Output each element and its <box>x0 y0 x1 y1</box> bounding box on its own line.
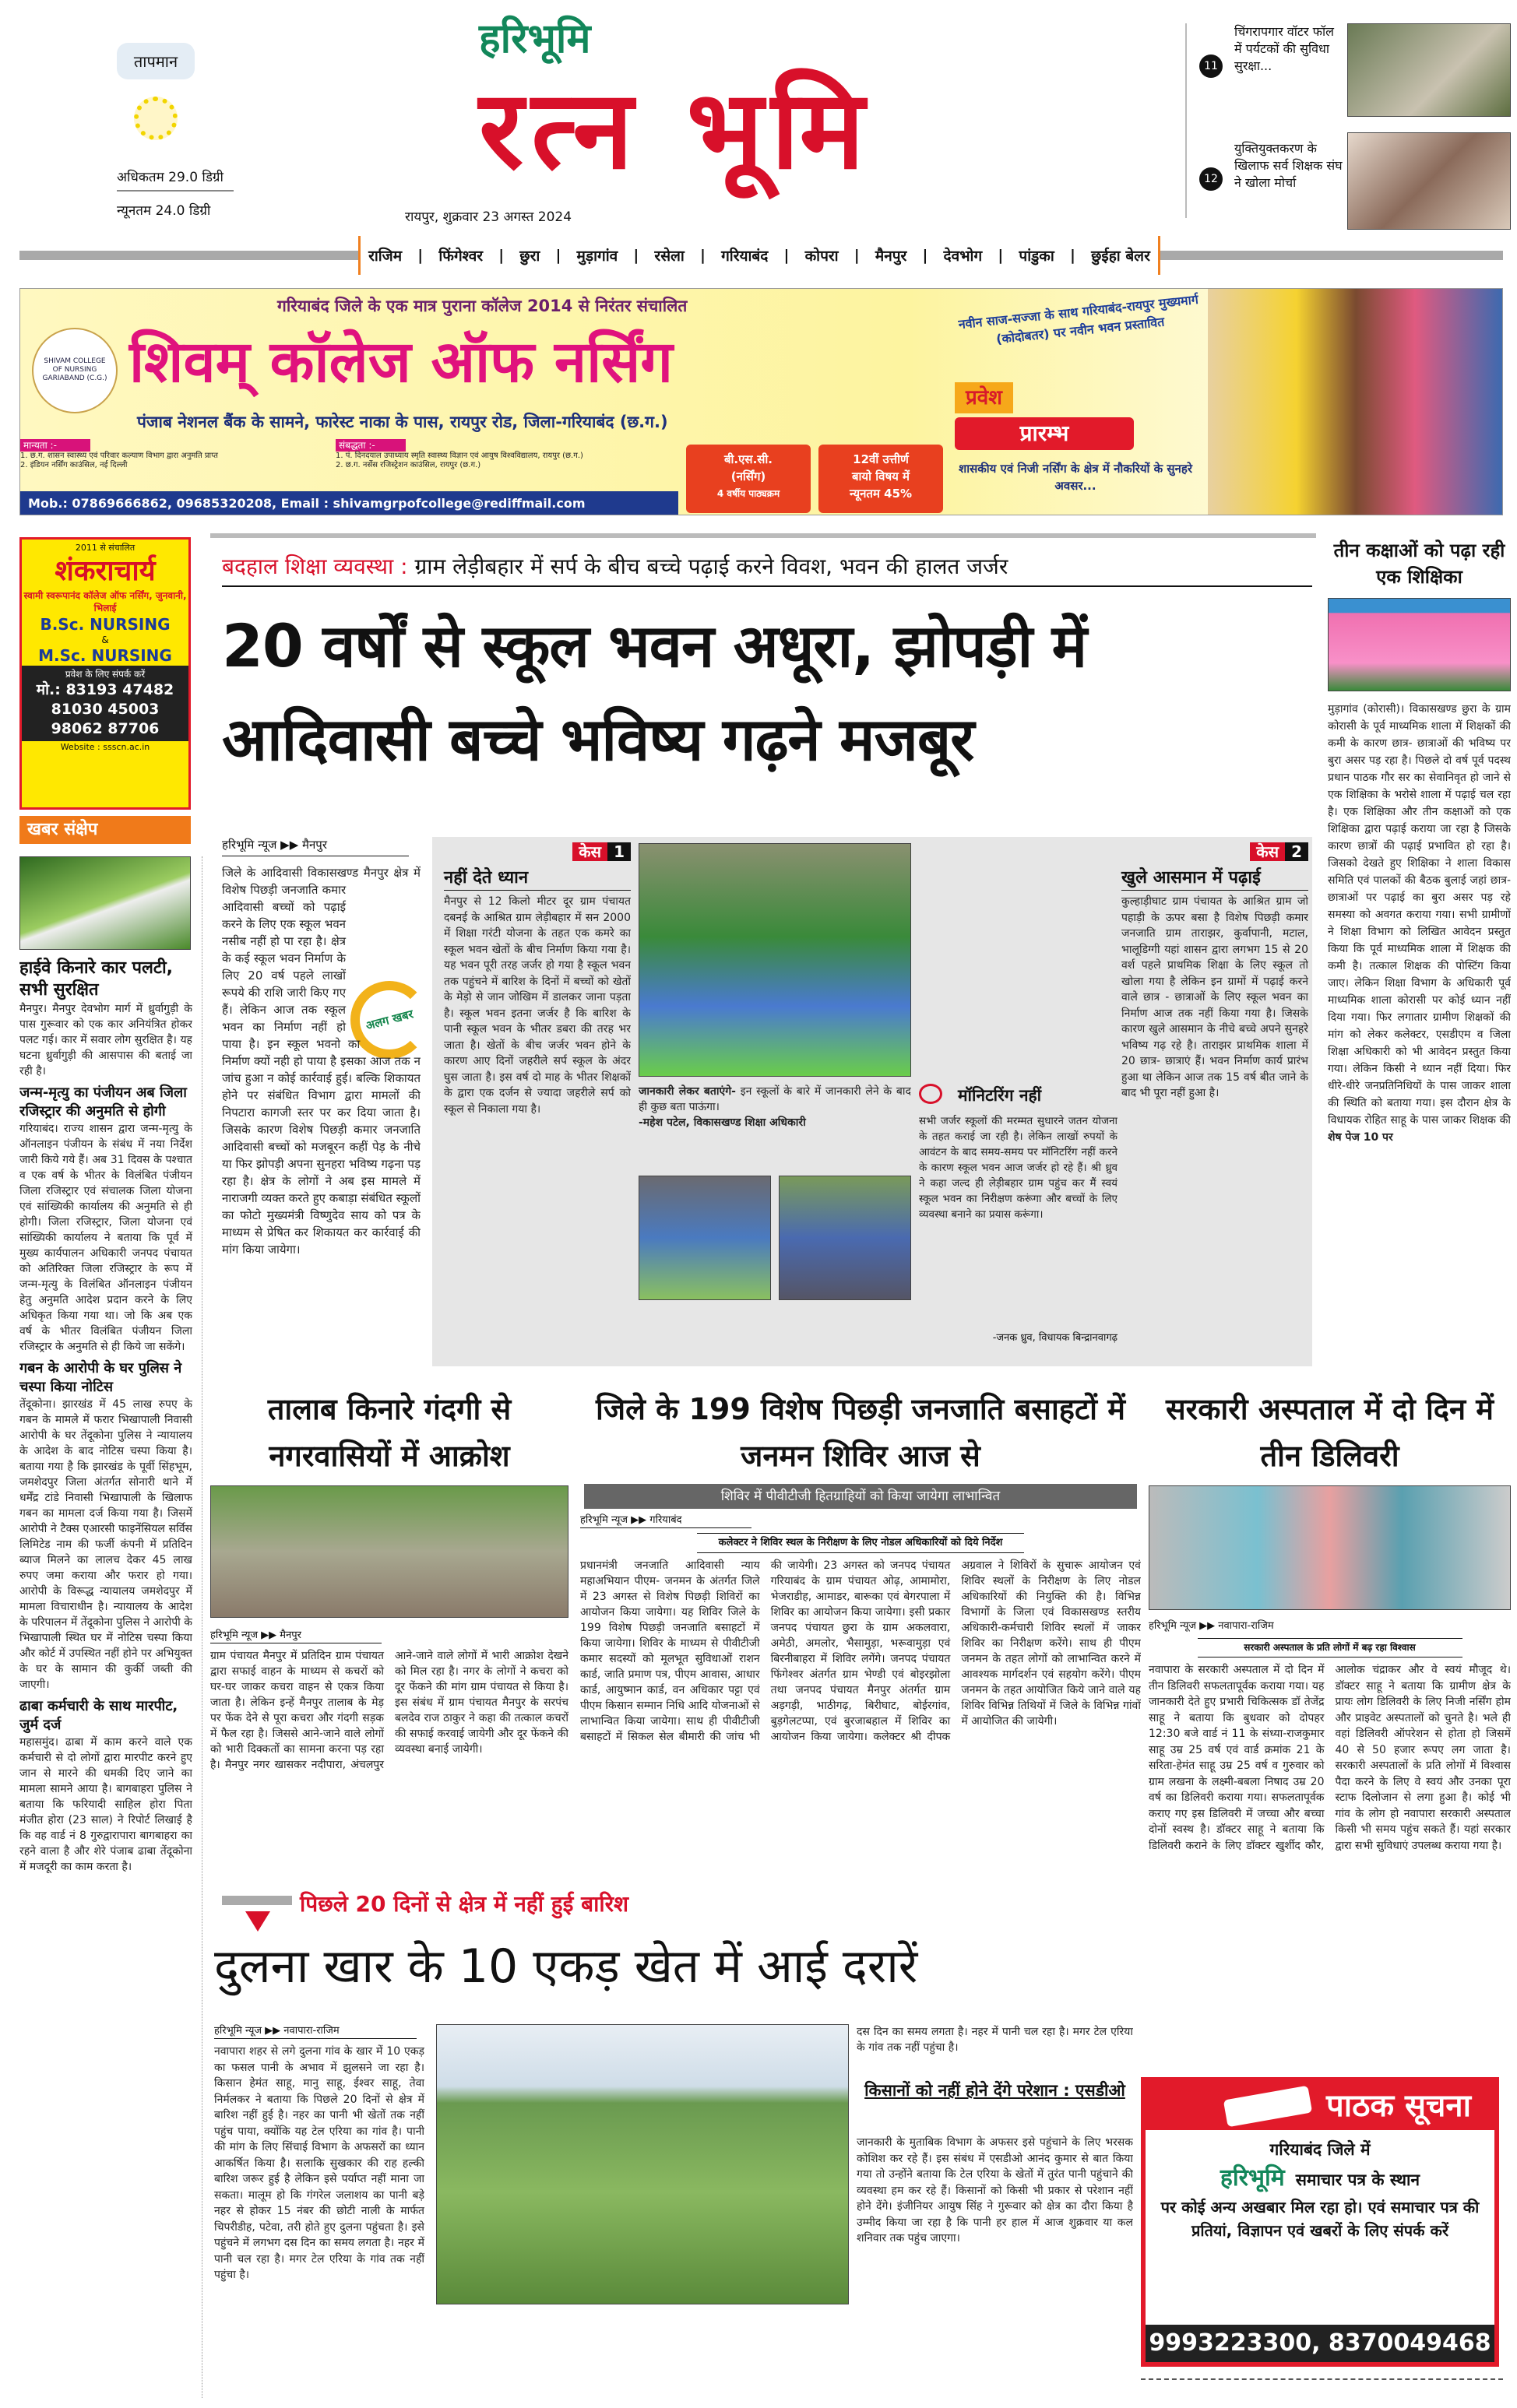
course-text: (नर्सिंग) <box>730 469 766 483</box>
case-1 <box>444 841 631 1362</box>
kicker-text: ग्राम लेड़ीबहार में सर्प के बीच बच्चे पढ़ाई करने विवश, भवन की हालत जर्जर <box>414 554 1008 579</box>
bottom-story <box>210 1884 1133 2398</box>
story-title: तालाब किनारे गंदगी से नगरवासियों में आक्रोश <box>267 1392 512 1473</box>
story-hospital <box>1149 1386 1511 2071</box>
monitoring-title: मॉनिटरिंग नहीं <box>958 1086 1042 1105</box>
continued-link[interactable]: शेष पेज 10 पर <box>1328 1131 1393 1144</box>
teaser-1[interactable] <box>1199 23 1511 125</box>
brief-title: गबन के आरोपी के घर पुलिस ने चस्पा किया नोटिस <box>19 1360 182 1395</box>
story-title: दुलना खार के 10 एकड़ खेत में आई दरारें <box>214 1939 918 1994</box>
lead-headline: 20 वर्षों से स्कूल भवन अधूरा, झोपड़ी में आदिवासी बच्चे भविष्य गढ़ने मजबूर <box>222 611 1087 774</box>
location-link[interactable]: छुईहा बेलर <box>1091 248 1150 265</box>
case-2 <box>1121 841 1308 1362</box>
course-box-2 <box>818 445 943 513</box>
case-text: कुल्हाड़ीघाट ग्राम पंचायत के आश्रित ग्राम जो पहाड़ी के ऊपर बसा है विशेष पिछड़ी कमार जनजाति ग्राम ताराझर, कुर्वापानी, मटाल, भालूडिग्गी यहां शासन द्वारा लगभग 15 से 20 वर्श पहले प्राथमिक शिक्षा के लिए स्कूल तो खोला गया है लेकिन इन ग्रामों में पढ़ाई करने वाले छात्र - छात्राओं के लिए स्कूल भवन का निर्माण आज तक नहीं किया गया है। जिसके कारण खुले आसमान के नीचे बच्चे अपने सुनहरे भविष्य गढ़ रहे है। ताराझर प्राथमिक शाला में 20 छात्र- छात्राएं हैं। भवन निर्माण कार्य प्रारंभ हुआ था लेकिन आज तक 15 वर्ष बीत जाने के बाद भी पूरा नहीं हुआ है। <box>1121 895 1308 1099</box>
cracked-field-photo <box>436 2024 849 2304</box>
location-link[interactable]: रसेला <box>654 248 685 265</box>
story-text: प्रधानमंत्री जनजाति आदिवासी न्याय महाअभियान पीएम- जनमन के अंतर्गत जिले में 23 अगस्त से विशेष पिछड़ी शिविरों का आयोजन किया जायेगा। यह शिविर जिले के 199 विशेष पिछड़ी जनजाति बसाहटों में किया जायेगा। शिविर के माध्यम से पीवीटीजी कमार सदस्यों को मूलभूत सुविधाओं राशन कार्ड, जाति प्रमाण पत्र, पीएम आवास, आधार कार्ड, आयुष्मान कार्ड, वन अधिकार पट्टा एवं पीएम किसान सम्मान निधि आदि योजनाओं से लाभान्वित किया जायेगा। साथ ही पीवीटीजी बसाहटों में सिकल सेल बीमारी की जांच भी की जायेगी। 23 अगस्त को जनपद पंचायत गरियाबंद के ग्राम पंचायत ओढ़, आमामोरा, भेजराडीह, आमाडर, बारूका एवं बेगरपाला में शिविर का आयोजन किया जायेगा। इसी प्रकार जनपद पंचायत छुरा के ग्राम अकलवारा, अमेठी, अमलोर, भैसामुड़ा, भरूवामुड़ा एवं बिरनीबाहरा में शिविर लगेंगे। जनपद पंचायत फिंगेश्वर अंतर्गत ग्राम भेण्डी एवं बोइरझोला तथा जनपद पंचायत मैनपुर अंतर्गत ग्राम अड़गड़ी, भाठीगढ़, बिरीघाट, बोईरगांव, बुड़गेलटप्पा, एवं बुरजाबहाल में शिविर का आयोजन किया जायेगा। कलेक्टर श्री दीपक अग्रवाल ने शिविरों के सुचारू आयोजन एवं शिविर स्थलों के निरीक्षण के लिए नोडल अधिकारियों की नियुक्ति की है। विभिन्न विभागों के जिला एवं विकासखण्ड स्तरीय अधिकारी-कर्मचारी शिविर स्थलों में जाकर शिविर का निरीक्षण करेंगे। साथ ही पीएम जनमन के तहत लोगों को लाभान्वित करने में आवश्यक मार्गदर्शन एवं सहयोग करेंगे। पीएम जनमन के तहत आयोजित किये जाने वाले यह शिविर विभिन्न तिथियों में जिले के विभिन्न गांवों में आयोजित की जायेगी। <box>580 1559 1141 1743</box>
contact-label: प्रवेश के लिए संपर्क करें <box>65 669 146 680</box>
highlight-box: सरकारी अस्पताल के प्रति लोगों में बढ़ रहा विश्वास <box>1198 1638 1462 1657</box>
location-link[interactable]: गरियाबंद <box>721 248 769 265</box>
new-building-note: नवीन साज-सज्जा के साथ गरियाबंद-रायपुर मुख्यमार्ग (कोदोबतर) पर नवीन भवन प्रस्तावित <box>957 291 1199 347</box>
children-photo-1 <box>639 1176 771 1300</box>
min-temp: न्यूनतम 24.0 डिग्री <box>117 203 211 219</box>
page-badge: 12 <box>1199 167 1223 191</box>
case-number: 2 <box>1285 842 1308 861</box>
lead-text-wrap <box>222 864 421 1362</box>
notice-line: समाचार पत्र के स्थान <box>1295 2171 1420 2189</box>
story-subtext: जानकारी के मुताबिक विभाग के अफसर इसे पहुंचाने के लिए भरसक कोशिश कर रहे हैं। इस संबंध में एसडीओ आनंद कुमार से बात किया गया तो उन्होंने बताया कि टेल एरिया के खेतों में तुरंत पानी पहुंचाने की व्यवस्था हम कर रहे हैं। किसानों को किसी भी प्रकार से परेशान नहीं होने देंगे। इंजीनियर आयुष सिंह ने गुरूवार को क्षेत्र का दौरा किया है उम्मीद किया जा रहा है कि पानी हर हाल में आज शुक्रवार या कल शनिवार तक पहुंच जाएगा। <box>857 2136 1133 2245</box>
alag-khabar-stamp <box>350 981 421 1059</box>
monitoring-box <box>919 1084 1118 1362</box>
newspaper-icon <box>1223 2085 1312 2127</box>
manyata-item: 1. छ.ग. शासन स्वास्थ्य एवं परिवार कल्याण विभाग द्वारा अनुमति प्राप्त <box>20 452 218 460</box>
location-nav: राजिम | फिंगेश्वर | छुरा | मुड़ागांव | रसेला | गरियाबंद | कोपरा | मैनपुर | देवभोग | पांडुका | छुईहा बेलर <box>358 236 1160 275</box>
monitoring-author: -जनक ध्रुव, विधायक बिन्द्रानवागढ़ <box>992 1332 1118 1344</box>
right-story-title: तीन कक्षाओं को पढ़ा रही एक शिक्षिका <box>1333 540 1505 588</box>
notice-title: पाठक सूचना <box>1326 2088 1471 2124</box>
byline: हरिभूमि न्यूज ▶▶ गरियाबंद <box>580 1513 751 1528</box>
story-kicker: पिछले 20 दिनों से क्षेत्र में नहीं हुई बारिश <box>300 1891 629 1917</box>
byline: हरिभूमि न्यूज ▶▶ नवापारा-राजिम <box>214 2024 417 2039</box>
amp: & <box>101 635 109 645</box>
chevron-icon <box>222 1896 292 1905</box>
since: 2011 से संचालित <box>75 543 136 553</box>
right-story <box>1328 537 1511 1374</box>
story-strap: शिविर में पीवीटीजी हितग्राहियों को किया जायेगा लाभान्वित <box>584 1484 1137 1509</box>
weather-label: तापमान <box>117 43 195 79</box>
course-text: बी.एस.सी. <box>723 452 773 466</box>
story-text-cont: दस दिन का समय लगता है। नहर में पानी चल रहा है। मगर टेल एरिया के गांव तक नहीं पहुंचा है। <box>857 2026 1133 2054</box>
story-pond <box>210 1386 568 1876</box>
location-link[interactable]: राजिम <box>368 248 403 265</box>
monitoring-text: सभी जर्जर स्कूलों की मरम्मत सुधारने जतन योजना के तहत कराई जा रही है। लेकिन लाखों रुपयों के आवंटन के बाद समय-समय पर मॉनिटरिंग नहीं करने के कारण स्कूल भवन आज जर्जर हो रहे हैं। श्री ध्रुव ने कहा जल्द ही लेड़ीबहार ग्राम पहुंच कर मैं स्वयं स्कूल भवन का निरीक्षण करूंगा और बच्चों के लिए व्यवस्था बनाने का प्रयास करूंगा। <box>919 1115 1118 1221</box>
ad-address: पंजाब नेशनल बैंक के सामने, फारेस्ट नाका के पास, रायपुर रोड, जिला-गरियाबंद (छ.ग.) <box>137 413 668 431</box>
brief-text: महासमुंद। ढाबा में काम करने वाले एक कर्मचारी से दो लोगों द्वारा मारपीट करने हुए जान से मारने की धमकी दिए जाने का मामला सामने आया है। बागबाहरा पुलिस ने बताया कि फरियादी साहिल होरा पिता मंजीत होरा (23 साल) ने रिपोर्ट लिखाई है कि वह वार्ड नं 8 गुरुद्वारापारा बागबाहरा का रहने वाला है और शेरे पंजाब ढाबा तेंदूकोना में मजदूरी का काम करता है। <box>19 1736 192 1873</box>
story-janman <box>580 1386 1141 1876</box>
stamp-text: अलग खबर <box>364 1007 415 1033</box>
course-text: न्यूनतम 45% <box>849 487 913 501</box>
dateline: रायपुर, शुक्रवार 23 अगस्त 2024 <box>405 209 572 225</box>
location-link[interactable]: छुरा <box>519 248 540 265</box>
course-box-1 <box>686 445 811 513</box>
location-link[interactable]: फिंगेश्वर <box>438 248 484 265</box>
location-link[interactable]: पांडुका <box>1019 248 1054 265</box>
brief-column <box>19 856 202 2398</box>
kicker-label: बदहाल शिक्षा व्यवस्था : <box>222 554 408 579</box>
jobs-note: शासकीय एवं निजी नर्सिंग के क्षेत्र में नौकरियों के सुनहरे अवसर... <box>959 462 1192 493</box>
byline: हरिभूमि न्यूज ▶▶ नवापारा-राजिम <box>1149 1620 1274 1632</box>
admission-badge: प्रवेश <box>955 382 1013 413</box>
car-photo <box>19 856 191 950</box>
quote-label: जानकारी लेकर बताएंगे- <box>639 1085 736 1098</box>
chevron-icon <box>245 1911 270 1932</box>
notice-phones: 9993223300, 8370049468 <box>1146 2325 1494 2362</box>
location-link[interactable]: कोपरा <box>804 248 839 265</box>
story-text: नवापारा के सरकारी अस्पताल में दो दिन में तीन डिलिवरी सफलतापूर्वक कराया गया। यह जानकारी देते हुए प्रभारी चिकित्सक डॉ तेजेंद्र साहू ने बताया कि बुधवार को दोपहर 12:30 बजे वार्ड नं 11 के संध्या-राजकुमार साहू उम्र 25 वर्ष एवं वार्ड क्रमांक 21 के सरिता-हेमंत साहू उम्र 25 वर्ष व गुरुवार को ग्राम लखना के लक्ष्मी-बबला निषाद उम्र 20 वर्ष का डिलिवरी कराया गया। सफलतापूर्वक कराए गए इस डिलिवरी में जच्चा और बच्चा दोनों स्वस्थ है। डॉक्टर साहू ने बताया कि डिलिवरी कराने के लिए डॉक्टर खुर्शीद कौर, आलोक चंद्राकर और वे स्वयं मौजूद थे। डॉक्टर साहू ने बताया कि ग्रामीण क्षेत्र के प्रायः लोग डिलिवरी के लिए निजी नर्सिंग होम और प्राइवेट अस्पतालों को चुनते है। भले ही वहां डिलिवरी ऑपरेशन से होता हो जिसमें 40 से 50 हजार रूपए लग जाता है। सरकारी अस्पतालों के प्रति लोगों में विश्वास पैदा करने के लिए वे स्वयं और उनका पूरा स्टाफ दिलोजान से लगा हुआ है। कोई भी गांव के लोग हो नवापारा सरकारी अस्पताल किसी भी समय पहुंच सकते हैं। यहां सरकार द्वारा सभी सुविधाएं उपलब्ध कराया गया है। <box>1149 1664 1511 1852</box>
students-photo <box>1208 289 1503 515</box>
teaser-photo <box>1347 132 1511 230</box>
teaser-text: युक्तियुक्तकरण के खिलाफ सर्व शिक्षक संघ ने खोला मोर्चा <box>1234 141 1343 190</box>
college-logo <box>32 328 118 413</box>
children-photo-2 <box>779 1176 911 1300</box>
brief-label: खबर संक्षेप <box>19 816 191 844</box>
lead-kicker <box>222 551 1312 587</box>
teaser-photo <box>1347 23 1511 117</box>
phone: 98062 87706 <box>51 720 160 737</box>
quote-text: इन स्कूलों के बारे में जानकारी लेने के बाद ही कुछ बता पाऊंगा। <box>639 1085 911 1113</box>
course: B.Sc. NURSING <box>40 615 171 634</box>
story-subhead: किसानों को नहीं होने देंगे परेशान : एसडीओ <box>864 2081 1125 2100</box>
manyata-item: 2. इंडियन नर्सिंग काउंसिल, नई दिल्ली <box>20 461 128 469</box>
notice-line: गरियाबंद जिले में <box>1269 2140 1371 2159</box>
teaser-2[interactable] <box>1199 132 1511 234</box>
max-temp: अधिकतम 29.0 डिग्री <box>117 167 234 192</box>
story-text: ग्राम पंचायत मैनपुर में प्रतिदिन ग्राम पंचायत द्वारा सफाई वाहन के माध्यम से कचरों को घर-घर जाकर कचरा वाहन से एकत्र किया जाता है। लेकिन इन्हें मैनपुर तालाब के मेड़ पर फेंक देने से पूरा कचरा और गंदगी सड़क में फैल रहा है। जिससे आने-जाने वाले लोगों को भारी दिक्कतों का सामना करना पड़ रहा है। मैनपुर नगर खासकर नदीपारा, अंचलपुर आने-जाने वाले लोगों में भारी आक्रोश देखने को मिल रहा है। नगर के लोगों ने कचरा को दूर फेंकने की मांग ग्राम पंचायत से किया है। इस संबंध में ग्राम पंचायत मैनपुर के सरपंच बलदेव राज ठाकुर ने कहा की तत्काल कचरों की सफाई करवाई जायेगी और दूर फेंकने की व्यवस्था बनाई जायेगी। <box>210 1650 568 1771</box>
weather-box <box>117 43 195 157</box>
location-link[interactable]: देवभोग <box>943 248 983 265</box>
website: Website : ssscn.ac.in <box>60 742 150 752</box>
hospital-photo <box>1149 1485 1511 1610</box>
story-text: नवापारा शहर से लगे दुलना गांव के खार में 10 एकड़ का फसल पानी के अभाव में झुलसने जा रहा है। किसान हेमंत साहू, मानु साहू, ईश्वर साहू, तेवा निर्मलकर ने बताया कि पिछले 20 दिनों से क्षेत्र में बारिश नहीं हुई है। नहर का पानी भी खेतों तक नहीं पहुंच पाया, क्योंकि यह टेल एरिया का गांव है। पानी की मांग के लिए सिंचाई विभाग के अफसरों का ध्यान आकर्षित किया है। सलाकि सुखकार की राह हल्की बारिश जरूर हुई है लेकिन इसे पर्याप्त नहीं माना जा सकता। मालूम हो कि गंगरेल जलाशय का पानी बड़े नहर से होकर 15 नंबर की छोटी नाली के मार्फत चिपरीडीह, पटेवा, तरी होते हुए दुलना पहुंचता है। इसे पहुंचने में लगभग दस दिन का समय लगता है। नहर में पानी चल रहा है। मगर टेल एरिया के गांव तक नहीं पहुंचा है। <box>214 2045 424 2281</box>
right-story-text: मुड़ागांव (कोरासी)। विकासखण्ड छुरा के ग्राम कोरासी के पूर्व माध्यमिक शाला में शिक्षकों की कमी के कारण छात्र- छात्राओं की भविष्य पर बुरा असर पड़ रहा है। पिछले दो वर्ष पूर्व पदस्थ प्रधान पाठक गौर सर का सेवानिवृत हो जाने से एक शिक्षिका के भरोसे शाला में पढ़ाई चल रहा है। एक शिक्षिका और तीन कक्षाओं को एक शिक्षिका द्वारा पढ़ाई कराया जा रहा है जिसके कारण छात्रों की पढ़ाई प्रभावित हो रहा है। जिसको देखते हुए शिक्षिका ने शाला विकास समिति एवं पालकों की बैठक बुलाई जहां छात्र- छात्राओं पर पढ़ाई का बुरा असर पड़ रहे समस्या को अवगत कराया गया। सभी ग्रामीणों ने शिक्षा विभाग को लिखित आवेदन प्रस्तुत किया कि पूर्व माध्यमिक शाला में शिक्षक की कमी है। तत्काल शिक्षक की पोस्टिंग किया जाए। लेकिन शिक्षा विभाग के अधिकारी पूर्व माध्यमिक शाला कोरासी पर कोई ध्यान नहीं दिया गया। फिर लगातार ग्रामीण शिक्षकों की मांग को लेकर कलेक्टर, एसडीएम व जिला शिक्षा अधिकारी को भी आवेदन प्रस्तुत किया गया। लेकिन किसी ने ध्यान नहीं दिया। फिर धीरे-धीरे जनप्रतिनिधियों के पास जाकर शाला की स्थिति को बताया गया। इस दौरान क्षेत्र के विधायक रोहित साहू के पास जाकर शिक्षक की <box>1328 703 1511 1127</box>
ad-sub: स्वामी स्वरूपानंद कॉलेज ऑफ नर्सिंग, जुनवानी, भिलाई <box>23 590 187 613</box>
officer-quote <box>639 1084 911 1130</box>
quote-author: -महेश पटेल, विकासखण्ड शिक्षा अधिकारी <box>639 1116 806 1129</box>
logo-text: SHIVAM COLLEGE OF NURSING GARIABAND (C.G.) <box>42 357 107 382</box>
garbage-photo <box>210 1485 568 1618</box>
case-title: नहीं देते ध्यान <box>444 867 631 891</box>
notice-line: पर कोई अन्य अखबार मिल रहा हो। एवं समाचार पत्र की प्रतियां, विज्ञापन एवं खबरों के लिए संपर्क करें <box>1160 2198 1480 2240</box>
location-link[interactable]: मैनपुर <box>875 248 907 265</box>
side-ad[interactable] <box>19 537 191 810</box>
ad-name: शंकराचार्य <box>55 555 156 587</box>
reader-notice[interactable] <box>1141 2077 1499 2367</box>
case-label: केस <box>1250 842 1285 861</box>
case-text: मैनपुर से 12 किलो मीटर दूर ग्राम पंचायत दबनई के आश्रित ग्राम लेड़ीबहार में सन 2000 में शिक्षा गरंटी योजना के तहत एक कमरे का स्कूल भवन खेतों के बीच निर्माण किया गया है। यह भवन पूरी तरह जर्जर हो गया है स्कूल भवन तक पहुंचने में बारिश के दिनों में बच्चों को खेतों के मेड़ो से जान जोखिम में डालकर जाना पड़ता है। स्कूल भवन इतना जर्जर है कि बारिश के पानी स्कूल भवन के भीतर डबरा की तरह भर जाता है। खेतों के बीच जर्जर भवन होने के कारण आए दिनों जहरीले सर्प स्कूल के अंदर घुस जाता है। इस वर्ष दो माह के भीतर शिक्षकों के द्वारा एक दर्जन से ज्यादा जहरीले सर्प को स्कूल से निकाला गया है। <box>444 895 631 1116</box>
teaser-text: चिंगरापगार वॉटर फॉल में पर्यटकों की सुविधा सुरक्षा... <box>1234 24 1334 73</box>
sambaddhta-item: 2. छ.ग. नर्सेस रजिस्ट्रेशन काउंसिल, रायपुर (छ.ग.) <box>336 461 481 469</box>
byline: हरिभूमि न्यूज ▶▶ मैनपुर <box>210 1629 382 1643</box>
brand-logo: रत्न भूमि <box>479 67 873 194</box>
sambaddhta-item: 1. पं. दिनदयाल उपाध्याय स्मृति स्वास्थ्य विज्ञान एवं आयुष विश्वविद्यालय, रायपुर (छ.ग.) <box>336 452 583 460</box>
brief-text: मैनपुर। मैनपुर देवभोग मार्ग में ध्रुर्वागुड़ी के पास गुरूवार को एक कार अनियंत्रित होकर पलट गई। कार में सवार लोग सुरक्षित है। यह घटना ध्रुर्वागुड़ी की आसपास की बताई जा रही है। <box>19 1003 192 1077</box>
brand-logo: हरिभूमि <box>1220 2164 1285 2192</box>
banner-ad[interactable] <box>19 288 1503 515</box>
course-text: 4 वर्षीय पाठ्यक्रम <box>716 488 780 499</box>
highlight-box: कलेक्टर ने शिविर स्थल के निरीक्षण के लिए नोडल अधिकारियों को दिये निर्देश <box>697 1533 1024 1553</box>
brief-text: गरियाबंद। राज्य शासन द्वारा जन्म-मृत्यु के ऑनलाइन पंजीयन के संबंध में नया निर्देश जारी किये गये हैं। अब 31 दिवस के पश्चात व एक वर्ष के भीतर के विलंबित पंजीयन जिला रजिस्ट्रार एवं संचालक जिला योजना एवं सांख्यिकी कार्यालय की अनुमति से ही होगी। जिला रजिस्ट्रार, जिला योजना एवं सांख्यिकी कार्यालय ने बताया कि पूर्व में मुख्य कार्यपालन अधिकारी जनपद पंचायत को अतिरिक्त जिला रजिस्ट्रार के रूप में जन्म-मृत्यु के विलंबित ऑनलाइन पंजीयन हेतु अनुमति आदेश प्रदान करने के लिए अधिकृत किया गया था। जो कि अब एक वर्ष के भीतर विलंबित पंजीयन जिला रजिस्ट्रार के अनुमति से ही किये जा सकेंगे। <box>19 1123 192 1353</box>
ad-top: गरियाबंद जिले के एक मात्र पुराना कॉलेज 2014 से निरंतर संचालित <box>277 297 688 315</box>
phone: 81030 45003 <box>51 701 160 718</box>
course: M.Sc. NURSING <box>38 646 172 665</box>
course-text: बायो विषय में <box>851 469 910 483</box>
classroom-photo <box>639 843 911 1077</box>
brand-small: हरिभूमि <box>479 16 591 62</box>
sambaddhta-label: संबद्धता :- <box>336 439 406 452</box>
brief-title: हाईवे किनारे कार पलटी, सभी सुरक्षित <box>19 958 174 1000</box>
case-number: 1 <box>607 842 631 861</box>
case-title: खुले आसमान में पढ़ाई <box>1121 867 1308 891</box>
lead-text: जिले के आदिवासी विकासखण्ड मैनपुर क्षेत्र में विशेष पिछड़ी जनजाति कमार आदिवासी बच्चों को पढ़ाई करने के लिए एक स्कूल भवन नसीब नहीं हो पा रहा है। क्षेत्र के कई स्कूल भवन निर्माण के लिए 20 वर्ष पहले लाखों रूपये की राशि जारी किए गए हैं। लेकिन आज तक स्कूल भवन का निर्माण नहीं हो पाया है। इन स्कूल भवनो का निर्माण क्यों नही हो पाया है इसका आज तक न जांच हुआ न कोई कार्रवाई हुई। बल्कि शिकायत होने पर संबंधित विभाग द्वारा मामलों की निपटारा कागजी स्तर पर कर दिया जाता है। जिसके कारण विशेष पिछड़ी कमार जनजाति आदिवासी बच्चों को मजबूरन कहीं पेड़ के नीचे या फिर झोपड़ी अपना सुनहरा भविष्य गढ़ना पड़ रहा है। क्षेत्र के लोगों ने अब इस मामले में नाराजगी व्यक्त करते हुए कबाड़ा संबंधित स्कूलों का फोटो मुख्यमंत्री विष्णुदेव साय को पत्र के माध्यम से प्रेषित कर शिकायत कर कार्रवाई की मांग किया जायेगा। <box>222 866 421 1257</box>
speech-icon <box>919 1084 942 1104</box>
ad-contact: Mob.: 07869666862, 09685320208, Email : shivamgrpofcollege@rediffmail.com <box>20 491 678 515</box>
brief-title: ढाबा कर्मचारी के साथ मारपीट, जुर्म दर्ज <box>19 1698 178 1733</box>
lead-byline: हरिभूमि न्यूज ▶▶ मैनपुर <box>222 837 409 856</box>
case-label: केस <box>572 842 607 861</box>
sun-icon <box>134 97 178 140</box>
story-title: जिले के 199 विशेष पिछड़ी जनजाति बसाहटों में जनमन शिविर आज से <box>596 1392 1125 1473</box>
phone: मो.: 83193 47482 <box>36 681 174 698</box>
story-title: सरकारी अस्पताल में दो दिन में तीन डिलिवरी <box>1165 1392 1494 1473</box>
admission-start: प्रारम्भ <box>955 417 1134 450</box>
brief-text: तेंदूकोना। झारखंड में 45 लाख रुपए के गबन के मामले में फरार भिखापाली निवासी आरोपी के घर तेंदूकोना पुलिस ने न्यायालय के आदेश के बाद नोटिस चस्पा किया है। बताया गया है कि झारखंड के पूर्वी सिंहभूम, जमशेदपुर जिला अंतर्गत सोनारी थाने में धर्मेंद्र टांडे निवासी भिखापाली के खिलाफ गबन का मामला दर्ज किया गया है। जिसमें आरोपी ने टैक्स एआरसी फाइनेंसियल सर्विस लिमिटेड नाम की फर्जी कंपनी में प्रतिदिन ब्याज मिलने का लालच देकर 45 लाख रुपए जमा कराया और फरार हो गया। आरोपी के विरूद्ध न्यायालय जमशेदपुर में मामला विचाराधीन है। न्यायालय के आदेश के परिपालन में तेंदूकोना पुलिस ने आरोपी के भिखापाली स्थित घर में नोटिस चस्पा किया और कोर्ट में उपस्थित नहीं होने पर अभियुक्त के घर के सामान की कुर्की जब्ती की जाएगी। <box>19 1398 192 1691</box>
ad-title: शिवम् कॉलेज ऑफ नर्सिंग <box>129 329 673 395</box>
page-badge: 11 <box>1199 54 1223 78</box>
manyata-label: मान्यता :- <box>20 439 90 452</box>
course-text: 12वीं उत्तीर्ण <box>853 452 909 466</box>
location-link[interactable]: मुड़ागांव <box>576 248 618 265</box>
brief-title: जन्म-मृत्यु का पंजीयन अब जिला रजिस्ट्रार की अनुमति से होगी <box>19 1084 187 1120</box>
school-photo <box>1328 598 1511 691</box>
